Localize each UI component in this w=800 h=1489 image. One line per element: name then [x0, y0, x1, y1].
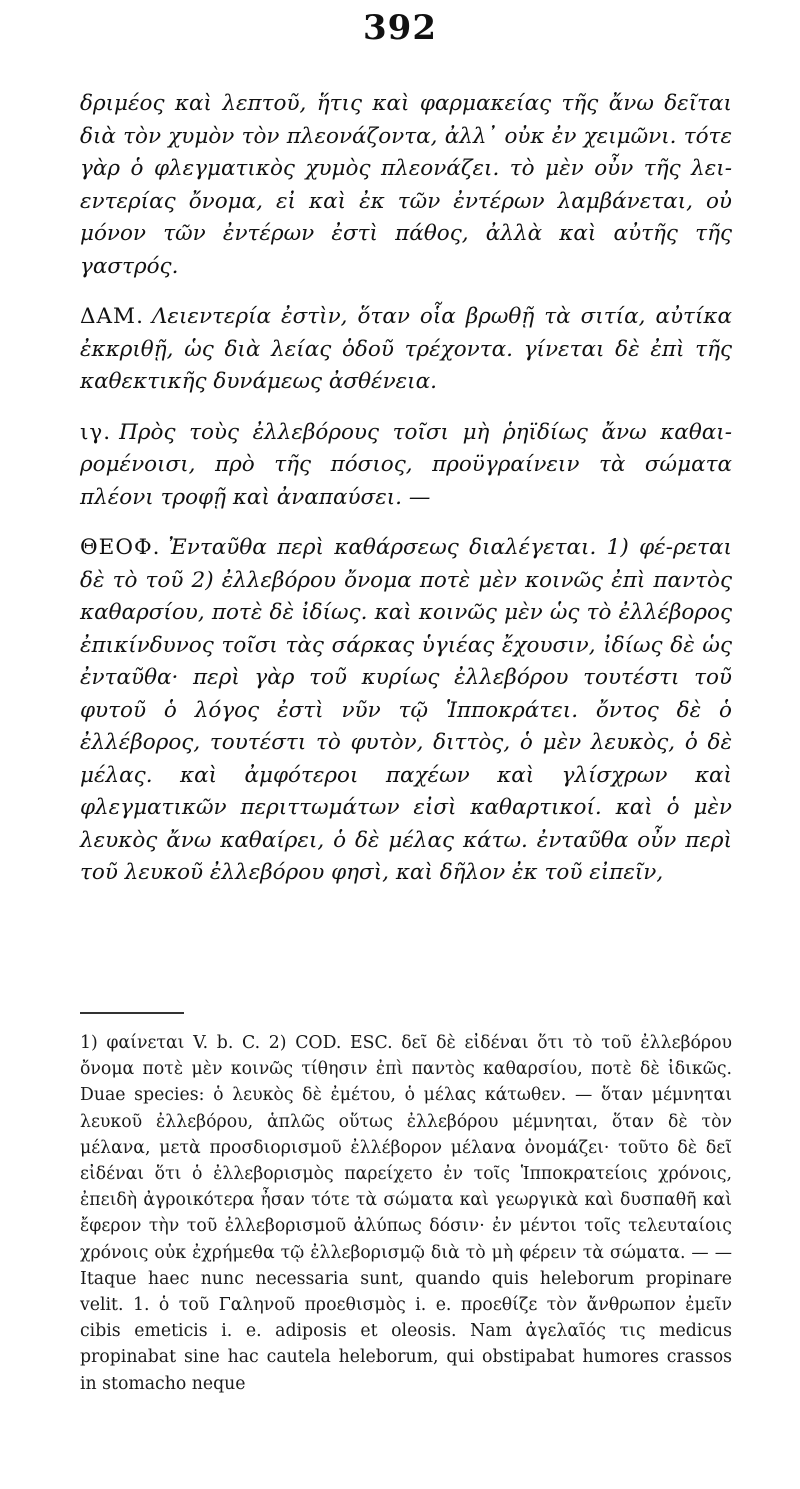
footnotes: 1) φαίνεται V. b. C. 2) COD. ESC. δεῖ δὲ εἰδέναι ὅτι τὸ τοῦ ἐλλεβόρου ὄνομα ποτὲ μὲν κοινῶς τίθησιν ἐπὶ παντὸς καθαρσίου, ποτὲ δὲ ἰδικῶς. Duae species: ὁ λευκὸς δὲ ἐμέτου, ὁ μέλας κάτωθεν. — ὅταν μέμνηται λευκοῦ ἐλλεβόρου, ἁπλῶς οὕτως ἐλλεβόρου μέμνηται, ὅταν δὲ τὸν μέλανα, μετὰ προσδιορισμοῦ ἐλλέβορον μέλανα ὀνομάζει· τοῦτο δὲ δεῖ εἰδέναι ὅτι ὁ ἐλλεβορισμὸς παρείχετο ἐν τοῖς Ἱπποκρατείοις χρόνοις, ἐπειδὴ ἀγροικότερα ἦσαν τότε τὰ σώματα καὶ γεωργικὰ καὶ δυσπαθῆ καὶ ἔφερον τὴν τοῦ ἐλλεβορισμοῦ ἀλύπως δόσιν· ἐν μέντοι τοῖς τελευταίοις χρόνοις οὐκ ἐχρήμεθα τῷ ἐλλεβορισμῷ διὰ τὸ μὴ φέρειν τὰ σώματα. — — Itaque haec nunc necessaria sunt, quando quis heleborum propinare velit. 1. ὁ τοῦ Γαληνοῦ προεθισμὸς i. e. προεθίζε τὸν ἄνθρωπον ἐμεῖν cibis emeticis i. e. adiposis et oleosis. Nam ἀγελαῖός τις medicus propinabat sine hac cautela heleborum, qui obstipabat humores crassos in stomacho neque: [80, 1033, 732, 1394]
aphorism-number: ιγ.: [80, 419, 112, 445]
footnote-divider: [80, 1012, 184, 1014]
speaker-label: ΘΕΟΦ.: [80, 535, 161, 560]
paragraph-2-text: Λειεντερία ἐστὶν, ὅταν οἷα βρωθῇ τὰ σιτία, αὐτίκα ἐκκριθῇ, ὡς διὰ λείας ὁδοῦ τρέχοντα. γίνεται δὲ ἐπὶ τῆς καθεκτικῆς δυνάμεως ἀσθένεια.: [80, 304, 732, 394]
speaker-label: ΔΑΜ.: [80, 304, 144, 329]
paragraph-3: [80, 417, 732, 515]
paragraph-2: [80, 301, 732, 399]
paragraph-3-text: Πρὸς τοὺς ἐλλεβόρους τοῖσι μὴ ῥηϊδίως ἄνω καθαι-ρομένοισι, πρὸ τῆς πόσιος, προϋγραίνειν τὰ σώματα πλέονι τροφῇ καὶ ἀναπαύσει. —: [80, 419, 732, 510]
paragraph-4-text: Ἐνταῦθα περὶ καθάρσεως διαλέγεται. 1) φέ-ρεται δὲ τὸ τοῦ 2) ἐλλεβόρου ὄνομα ποτὲ μὲν κοινῶς ἐπὶ παντὸς καθαρσίου, ποτὲ δὲ ἰδίως. καὶ κοινῶς μὲν ὡς τὸ ἐλλέβορος ἐπικίνδυνος τοῖσι τὰς σάρκας ὑγιέας ἔχουσιν, ἰδίως δὲ ὡς ἐνταῦθα· περὶ γὰρ τοῦ κυρίως ἐλλεβόρου τουτέστι τοῦ φυτοῦ ὁ λόγος ἐστὶ νῦν τῷ Ἱπποκράτει. ὄντος δὲ ὁ ἐλλέβορος, τουτέστι τὸ φυτὸν, διττὸς, ὁ μὲν λευκὸς, ὁ δὲ μέλας. καὶ ἀμφότεροι παχέων καὶ γλίσχρων καὶ φλεγματικῶν περιττωμάτων εἰσὶ καθαρτικοί. καὶ ὁ μὲν λευκὸς ἄνω καθαίρει, ὁ δὲ μέλας κάτω. ἐνταῦθα οὖν περὶ τοῦ λευκοῦ ἐλλεβόρου φησὶ, καὶ δῆλον ἐκ τοῦ εἰπεῖν,: [80, 535, 732, 885]
main-text: [80, 88, 732, 890]
paragraph-4: [80, 532, 732, 890]
page-number: 392: [363, 8, 437, 48]
paragraph-1: δριμέος καὶ λεπτοῦ, ἥτις καὶ φαρμακείας τῆς ἄνω δεῖται διὰ τὸν χυμὸν τὸν πλεονάζοντα, ἀλλ᾽ οὐκ ἐν χειμῶνι. τότε γὰρ ὁ φλεγματικὸς χυμὸς πλεονάζει. τὸ μὲν οὖν τῆς λει-εντερίας ὄνομα, εἰ καὶ ἐκ τῶν ἐντέρων λαμβάνεται, οὐ μόνον τῶν ἐντέρων ἐστὶ πάθος, ἀλλὰ καὶ αὐτῆς τῆς γαστρός.: [80, 91, 732, 279]
